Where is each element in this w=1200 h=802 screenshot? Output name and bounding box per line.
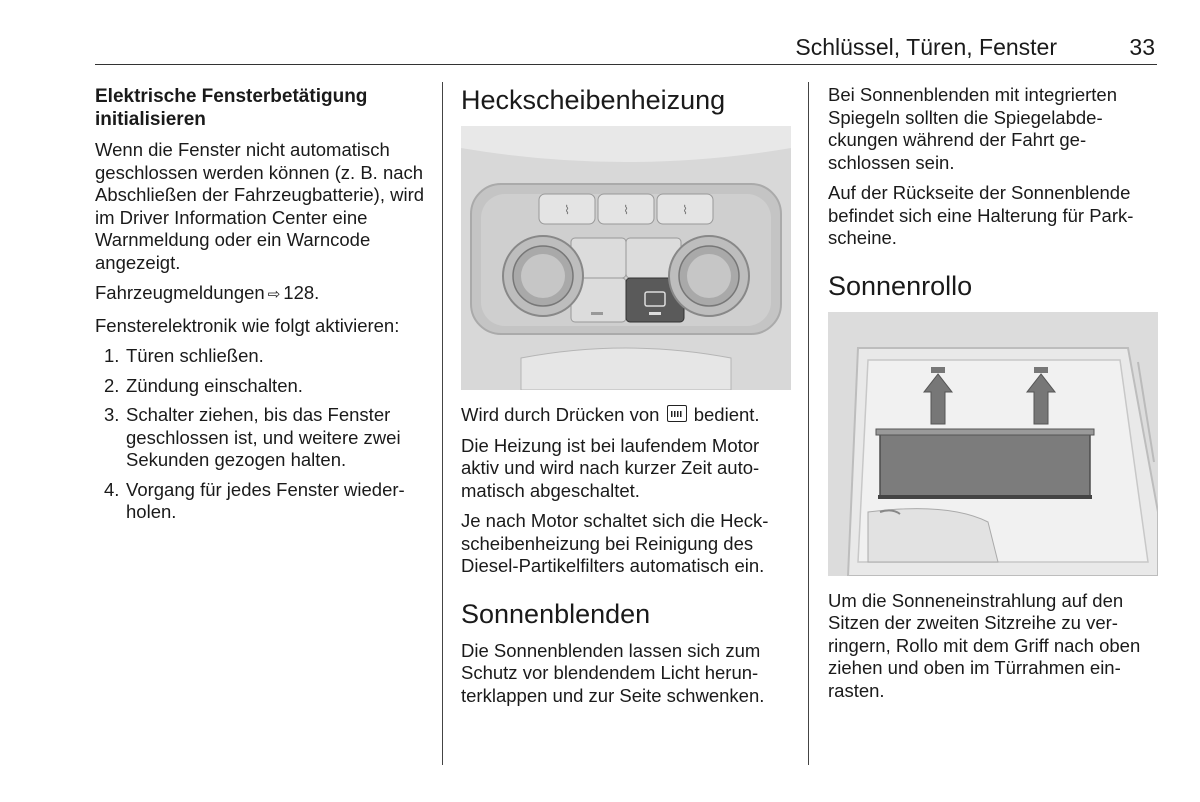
paragraph: Bei Sonnenblenden mit integrierten Spiegeln sollten die Spiegelabdeckungen während der Fahrt geschlossen sein. [828,84,1117,173]
sunshade-blind-illustration [828,312,1158,576]
step-text: Schalter ziehen, bis das Fenster geschlossen ist, und weitere zwei Sekunden gezogen halten. [126,404,401,470]
step-number: 3. [104,404,120,425]
step-text: Türen schließen. [126,345,264,366]
column-right [828,84,1158,710]
paragraph: Je nach Motor schaltet sich die Heckscheibenheizung bei Reinigung des Diesel-Partikelfilters automatisch ein. [461,510,769,576]
cross-reference [95,282,427,307]
reference-text: Fahrzeugmeldungen [95,282,265,303]
paragraph: Die Sonnenblenden lassen sich zum Schutz vor blendendem Licht herunterklappen und zur Seite schwenken. [461,639,765,706]
list-item [95,479,427,524]
svg-text:⌇: ⌇ [682,203,688,217]
step-text: Vorgang für jedes Fenster wiederholen. [126,478,405,522]
paragraph: Auf der Rückseite der Sonnenblende befindet sich eine Halterung für Parkscheine. [828,182,1134,248]
column-middle [461,84,791,715]
reference-arrow-icon: ⇨ [267,286,281,303]
step-number: 1. [104,345,120,366]
paragraph: Um die Sonneneinstrahlung auf den Sitzen der zweiten Sitzreihe zu verringern, Rollo mit dem Griff nach oben ziehen und oben im Türrahmen einrasten. [828,589,1141,701]
climate-control-panel-illustration [461,126,791,390]
paragraph: Wenn die Fenster nicht automatisch geschlossen werden können (z. B. nach Abschließen der Fahrzeugbatterie), wird im Driver Information Center eine Warnmeldung oder ein Warncode angezeigt. [95,139,425,273]
column-divider [808,82,809,765]
step-number: 2. [104,374,120,396]
section-subheading: Elektrische Fensterbetätigung initialisieren [95,86,368,130]
column-divider [442,82,443,765]
operated-text-before: Wird durch Drücken von [461,404,660,425]
operated-text-after: bedient. [693,404,760,425]
paragraph [461,404,791,427]
rear-window-defrost-icon [667,405,687,422]
column-left [95,85,427,531]
reference-page: 128. [283,282,320,303]
svg-text:⌇: ⌇ [623,203,629,217]
paragraph: Die Heizung ist bei laufendem Motor aktiv und wird nach kurzer Zeit automatisch abgeschaltet. [461,434,760,501]
section-heading: Sonnenblenden [461,598,651,629]
list-item [95,404,427,472]
paragraph: Fensterelektronik wie folgt aktivieren: [95,314,400,336]
page-number: 33 [1129,34,1155,60]
page-header [95,34,1157,65]
section-heading: Sonnenrollo [828,270,973,301]
steps-list [95,345,427,524]
svg-text:⌇: ⌇ [564,203,570,217]
chapter-title: Schlüssel, Türen, Fenster [795,34,1057,60]
step-text: Zündung einschalten. [126,374,303,396]
list-item [95,375,427,398]
section-heading: Heckscheibenheizung [461,85,726,115]
step-number: 4. [104,478,120,500]
list-item [95,345,427,368]
